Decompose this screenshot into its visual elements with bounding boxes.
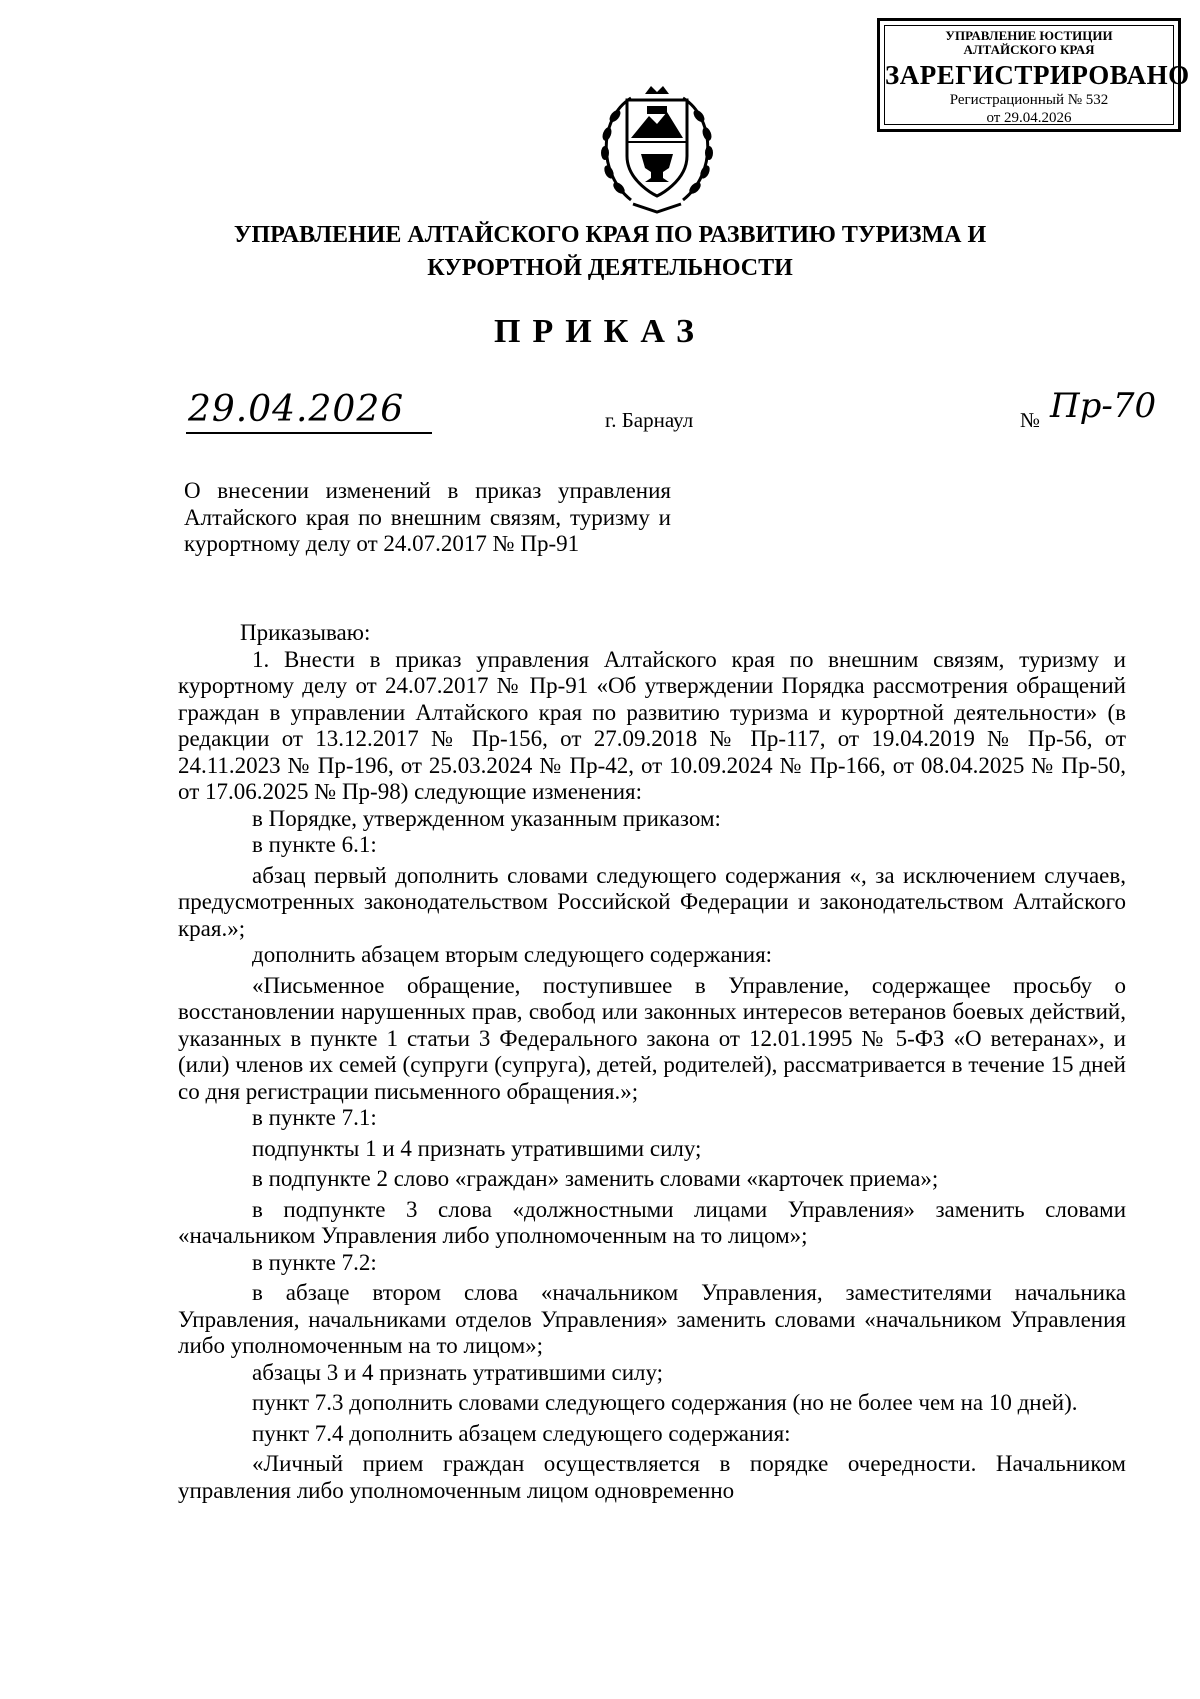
stamp-org-line1: УПРАВЛЕНИЕ ЮСТИЦИИ [945,28,1113,43]
handwritten-date: 29.04.2026 [188,389,405,430]
body-paragraph: в абзаце втором слова «начальником Управления, заместителями начальника Управления, начальниками отделов Управления» заменить словами «начальником Управления либо уполномоченным на то лицом»; [178,1280,1126,1358]
registration-stamp [877,18,1190,132]
body-paragraph: абзац первый дополнить словами следующего содержания «, за исключением случаев, предусмотренных законодательством Российской Федерации и законодательством Алтайского края.»; [178,862,1126,941]
body-paragraph: в подпункте 3 слова «должностными лицами Управления» заменить словами «начальником Управления либо уполномоченным на то лицом»; [178,1196,1126,1248]
altai-krai-coat-of-arms-icon [591,78,723,218]
order-body [178,620,1126,1504]
body-paragraph: в подпункте 2 слово «граждан» заменить словами «карточек приема»; [252,1166,939,1191]
organization-title-line2: КУРОРТНОЙ ДЕЯТЕЛЬНОСТИ [427,255,793,281]
body-paragraph: «Письменное обращение, поступившее в Управление, содержащее просьбу о восстановлении нарушенных прав, свобод или законных интересов ветеранов боевых действий, указанных в пункте 1 статьи 3 Федерального закона от 12.01.1995 № 5-ФЗ «О ветеранах», и (или) членов их семей (супруги (супруга), детей, родителей), рассматривается в течение 15 дней со дня регистрации письменного обращения.»; [178,972,1126,1104]
body-paragraph: в пункте 7.1: [252,1105,377,1130]
stamp-reg-number: Регистрационный № 532 [949,92,1109,108]
date-underline [186,432,432,434]
body-paragraph: пункт 7.3 дополнить словами следующего содержания (но не более чем на 10 дней). [252,1390,1078,1415]
organization-title [170,219,1050,285]
body-paragraph: в пункте 7.2: [252,1249,377,1275]
organization-title-line1: УПРАВЛЕНИЕ АЛТАЙСКОГО КРАЯ ПО РАЗВИТИЮ ТУРИЗМА И [233,222,987,248]
order-subject: О внесении изменений в приказ управления Алтайского края по внешним связям, туризму и курортному делу от 24.07.2017 № Пр-91 [184,478,671,556]
body-paragraph: пункт 7.4 дополнить абзацем следующего содержания: [252,1420,791,1446]
body-paragraph: Приказываю: [240,620,371,645]
handwritten-number: Пр-70 [1050,386,1157,426]
body-paragraph: 1. Внести в приказ управления Алтайского края по внешним связям, туризму и курортному делу от 24.07.2017 № Пр-91 «Об утверждении Порядка рассмотрения обращений граждан в управлении Алтайского края по развитию туризма и курортной деятельности» (в редакции от 13.12.2017 № Пр-156, от 27.09.2018 № Пр-117, от 19.04.2019 № Пр-56, от 24.11.2023 № Пр-196, от 25.03.2024 № Пр-42, от 10.09.2024 № Пр-166, от 08.04.2025 № Пр-50, от 17.06.2025 № Пр-98) следующие изменения: [178,646,1126,804]
body-paragraph: подпункты 1 и 4 признать утратившими силу; [252,1135,702,1161]
stamp-org-line2: АЛТАЙСКОГО КРАЯ [963,42,1095,57]
document-type: ПРИКАЗ [494,313,706,350]
body-paragraph: «Личный прием граждан осуществляется в порядке очередности. Начальником управления либо уполномоченным лицом одновременно [178,1451,1126,1503]
body-paragraph: в Порядке, утвержденном указанным приказом: [252,805,721,831]
stamp-registered: ЗАРЕГИСТРИРОВАНО [885,60,1190,90]
body-paragraph: дополнить абзацем вторым следующего содержания: [252,942,773,967]
number-label: № [1020,408,1041,432]
stamp-inner-border [884,25,1190,126]
body-paragraph: в пункте 6.1: [252,832,377,857]
city-label: г. Барнаул [605,408,694,432]
stamp-reg-date: от 29.04.2026 [986,110,1072,126]
body-paragraph: абзацы 3 и 4 признать утратившими силу; [252,1359,664,1385]
